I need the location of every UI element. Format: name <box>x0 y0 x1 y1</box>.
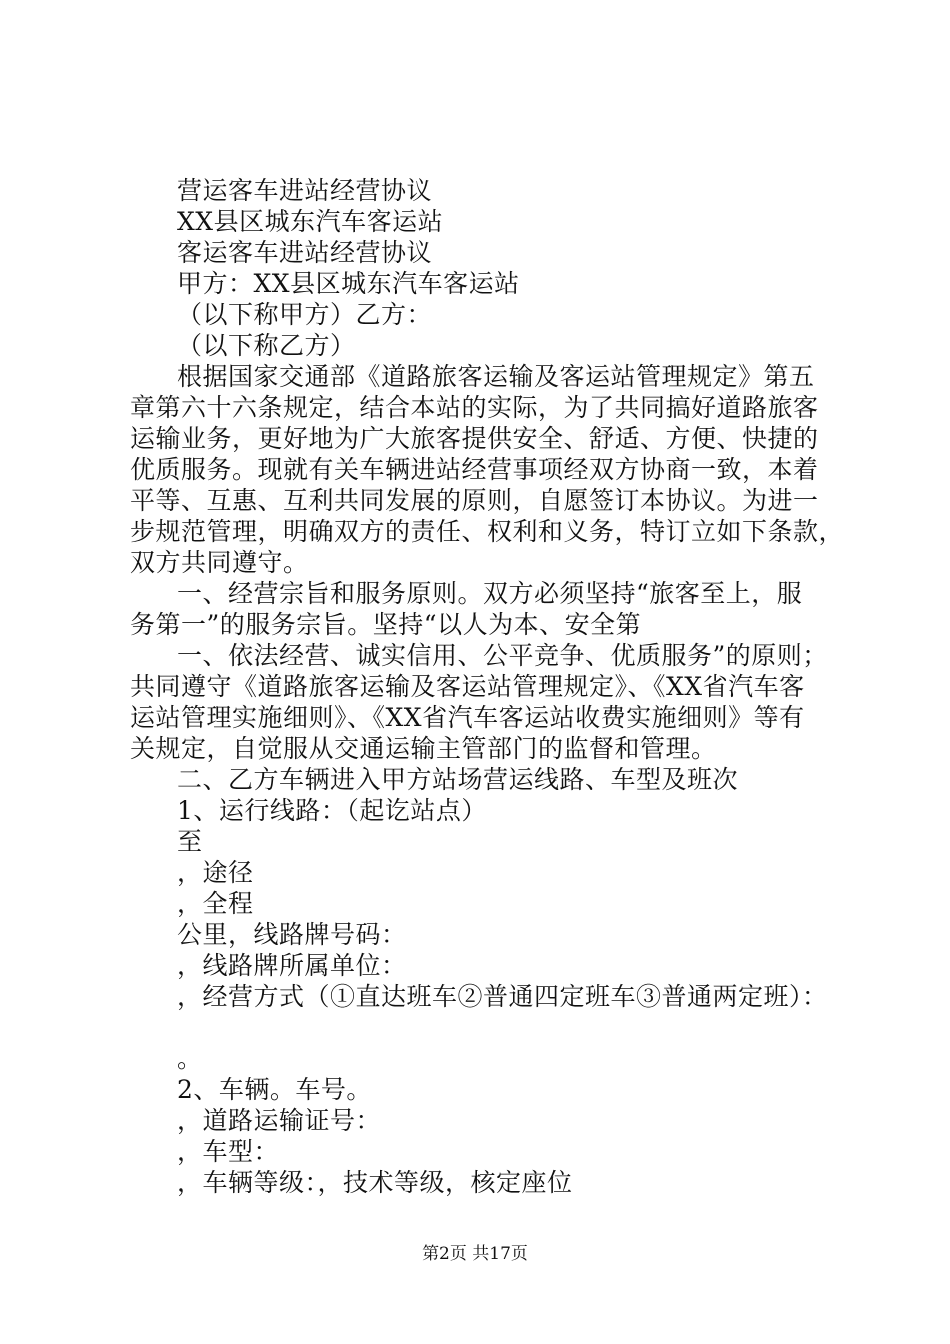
text-line: 运输业务，更好地为广大旅客提供安全、舒适、方便、快捷的 <box>130 424 819 453</box>
text-line: ，线路牌所属单位： <box>177 951 407 980</box>
text-line: 步规范管理，明确双方的责任、权利和义务，特订立如下条款， <box>130 517 845 546</box>
text-line: 务第一”的服务宗旨。坚持“以人为本、安全第 <box>130 610 642 639</box>
text-line: ，全程 <box>177 889 254 918</box>
text-line: 营运客车进站经营协议 <box>177 176 433 205</box>
text-line: 一、依法经营、诚实信用、公平竞争、优质服务”的原则； <box>177 641 828 670</box>
text-line: 2、车辆。车号。 <box>177 1075 372 1104</box>
text-line: XX县区城东汽车客运站 <box>177 207 444 236</box>
text-line: 甲方：XX县区城东汽车客运站 <box>177 269 520 298</box>
text-line: 运站管理实施细则》、《XX省汽车客运站收费实施细则》等有 <box>130 703 805 732</box>
text-line: ，车型： <box>177 1137 280 1166</box>
text-line: 客运客车进站经营协议 <box>177 238 433 267</box>
text-line: 共同遵守《道路旅客运输及客运站管理规定》、《XX省汽车客 <box>130 672 805 701</box>
text-line: 根据国家交通部《道路旅客运输及客运站管理规定》第五 <box>177 362 815 391</box>
text-line: （以下称乙方） <box>177 331 356 360</box>
text-line: 优质服务。现就有关车辆进站经营事项经双方协商一致，本着 <box>130 455 819 484</box>
text-line: 一、经营宗旨和服务原则。双方必须坚持“旅客至上，服 <box>177 579 803 608</box>
page-number-footer: 第2页 共17页 <box>422 1244 528 1264</box>
text-line: 至 <box>177 827 203 856</box>
text-line: 关规定，自觉服从交通运输主管部门的监督和管理。 <box>130 734 717 763</box>
text-line: 双方共同遵守。 <box>130 548 309 577</box>
text-line: 章第六十六条规定，结合本站的实际，为了共同搞好道路旅客 <box>130 393 819 422</box>
text-line: 1、运行线路：（起讫站点） <box>177 796 487 825</box>
text-line: ，道路运输证号： <box>177 1106 382 1135</box>
text-line: 公里，线路牌号码： <box>177 920 407 949</box>
text-line: 。 <box>177 1044 203 1073</box>
text-line: 二、乙方车辆进入甲方站场营运线路、车型及班次 <box>177 765 739 794</box>
text-line: ，经营方式（①直达班车②普通四定班车③普通两定班）： <box>177 982 828 1011</box>
text-line: （以下称甲方）乙方： <box>177 300 433 329</box>
text-line: ，途径 <box>177 858 254 887</box>
text-line: 平等、互惠、互利共同发展的原则，自愿签订本协议。为进一 <box>130 486 819 515</box>
text-line: ，车辆等级：，技术等级，核定座位 <box>177 1168 573 1197</box>
